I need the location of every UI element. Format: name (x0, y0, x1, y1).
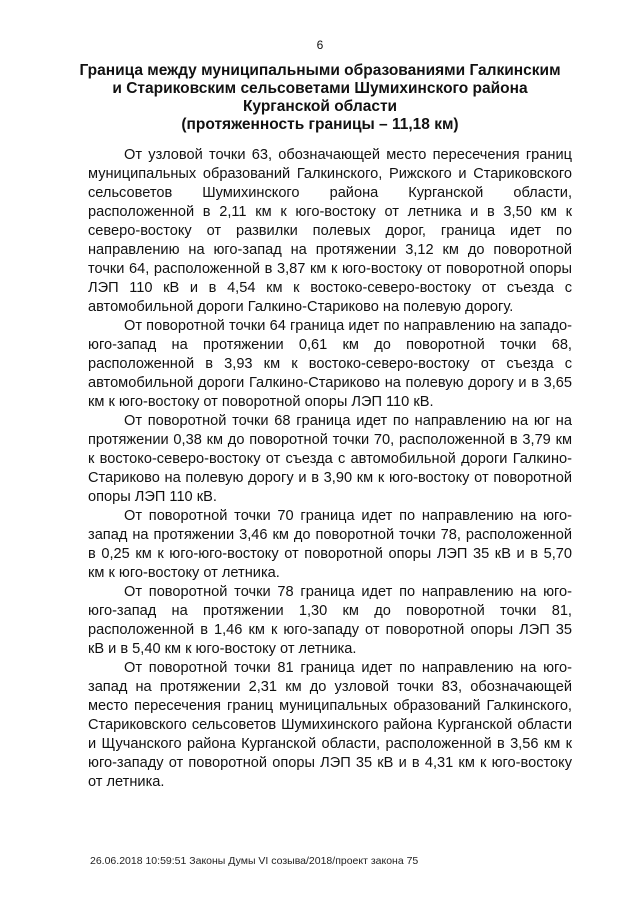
page-number: 6 (316, 38, 324, 52)
paragraph: От поворотной точки 64 граница идет по направлению на западо-юго-запад на протяжении 0,61 км до поворотной точки 68, расположенной в 3,93 км к востоко-северо-востоку от съезда с автомобильной дороги Галкино-Стариково на полевую дорогу и в 3,65 км к юго-востоку от поворотной опоры ЛЭП 110 кВ. (88, 318, 572, 410)
paragraph: От поворотной точки 70 граница идет по направлению на юго-запад на протяжении 3,46 км до поворотной точки 78, расположенной в 0,25 км к юго-юго-востоку от поворотной опоры ЛЭП 35 кВ и в 5,70 км к юго-востоку от летника. (88, 508, 572, 581)
footer-stamp: 26.06.2018 10:59:51 Законы Думы VI созыва/2018/проект закона 75 (90, 855, 419, 867)
paragraph: От поворотной точки 81 граница идет по направлению на юго-запад на протяжении 2,31 км до узловой точки 83, обозначающей место пересечения границ муниципальных образований Галкинского, Стариковского сельсоветов Шумихинского района Курганской области и Щучанского района Курганской области, расположенной в 3,56 км к юго-западу от поворотной опоры ЛЭП 35 кВ и в 4,31 км к юго-востоку от летника. (88, 660, 572, 790)
document-title (70, 62, 570, 134)
paragraph: От поворотной точки 68 граница идет по направлению на юг на протяжении 0,38 км до поворотной точки 70, расположенной в 3,79 км к востоко-северо-востоку от съезда с автомобильной дороги Галкино-Стариково на полевую дорогу и в 3,90 км к юго-востоку от поворотной опоры ЛЭП 110 кВ. (88, 413, 572, 505)
paragraph: От поворотной точки 78 граница идет по направлению на юго-юго-запад на протяжении 1,30 км до поворотной точки 81, расположенной в 1,46 км к юго-западу от поворотной опоры ЛЭП 35 кВ и в 5,40 км к юго-востоку от летника. (88, 584, 572, 657)
title-line: Граница между муниципальными образованиями Галкинским (79, 62, 561, 79)
title-line: Курганской области (242, 98, 398, 115)
document-body (88, 146, 572, 792)
title-line-length: (протяженность границы – 11,18 км) (181, 116, 459, 133)
title-line: и Стариковским сельсоветами Шумихинского района (112, 80, 528, 97)
paragraph: От узловой точки 63, обозначающей место пересечения границ муниципальных образований Галкинского, Рижского и Стариковского сельсоветов Шумихинского района Курганской области, расположенной в 2,11 км к юго-востоку от летника и в 3,50 км к северо-востоку от развилки полевых дорог, граница идет по направлению на юго-запад на протяжении 3,12 км до поворотной точки 64, расположенной в 3,87 км к юго-востоку от поворотной опоры ЛЭП 110 кВ и в 4,54 км к востоко-северо-востоку от съезда с автомобильной дороги Галкино-Стариково на полевую дорогу. (88, 147, 572, 315)
